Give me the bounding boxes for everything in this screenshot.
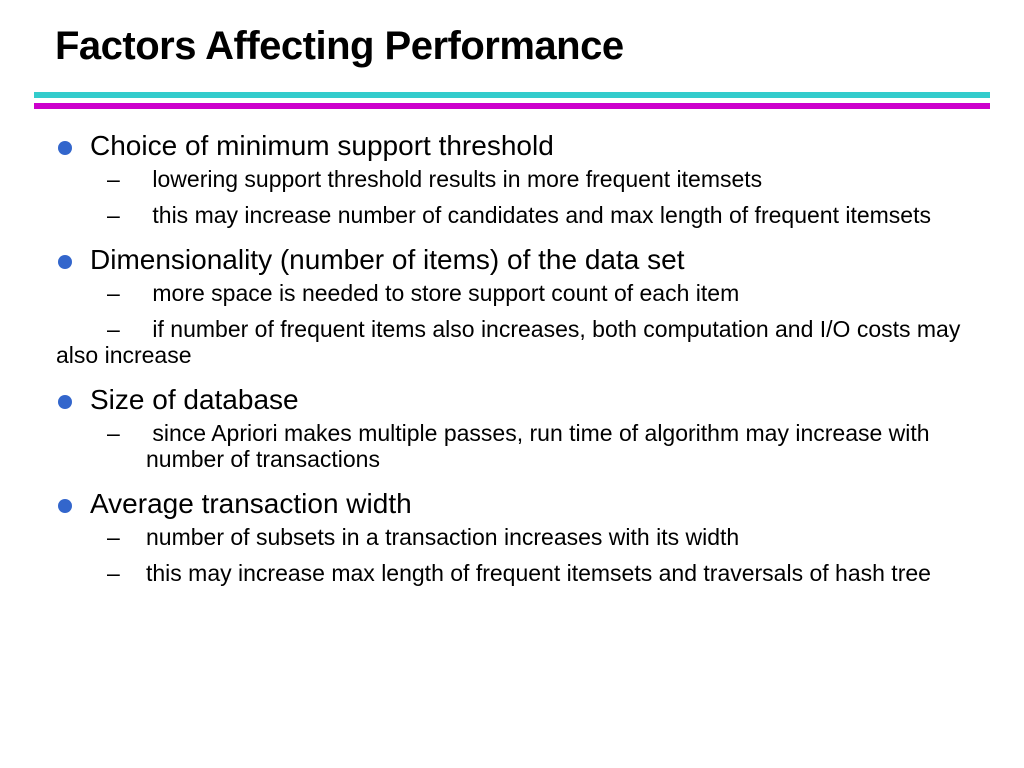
bullet-line xyxy=(56,126,986,166)
sub-bullet-text: lowering support threshold results in more frequent itemsets xyxy=(146,166,763,192)
sub-bullet-text: this may increase number of candidates and max length of frequent itemsets xyxy=(146,202,931,228)
sub-bullet xyxy=(56,202,986,228)
bullet-dot-icon xyxy=(58,141,72,155)
sub-bullet-text: number of subsets in a transaction increases with its width xyxy=(146,524,740,550)
bullet-item xyxy=(56,484,986,586)
sub-bullet-text: if number of frequent items also increases, both computation and I/O costs may also increase xyxy=(56,316,967,368)
sub-bullet-text: more space is needed to store support count of each item xyxy=(146,280,740,306)
bullet-item xyxy=(56,126,986,228)
sub-bullet xyxy=(56,166,986,192)
bullet-dot-icon xyxy=(58,255,72,269)
sub-bullet xyxy=(56,280,986,306)
sub-bullet xyxy=(56,560,986,586)
dash-icon: – xyxy=(107,316,120,342)
dash-icon: – xyxy=(107,560,120,586)
dash-icon: – xyxy=(107,420,120,446)
sub-bullet xyxy=(56,420,986,472)
bullet-line xyxy=(56,380,986,420)
bullet-item xyxy=(56,380,986,472)
bullet-dot-icon xyxy=(58,499,72,513)
bullet-text: Size of database xyxy=(90,384,299,415)
title-rule-magenta xyxy=(34,103,990,109)
bullet-text: Dimensionality (number of items) of the data set xyxy=(90,244,685,275)
bullet-dot-icon xyxy=(58,395,72,409)
sub-bullet xyxy=(56,316,986,368)
bullet-line xyxy=(56,484,986,524)
dash-icon: – xyxy=(107,524,120,550)
bullet-text: Choice of minimum support threshold xyxy=(90,130,554,161)
sub-bullet-text: since Apriori makes multiple passes, run time of algorithm may increase with number of transactions xyxy=(146,420,936,472)
sub-bullet-text: this may increase max length of frequent itemsets and traversals of hash tree xyxy=(146,560,931,586)
bullet-text: Average transaction width xyxy=(90,488,412,519)
dash-icon: – xyxy=(107,280,120,306)
bullet-list xyxy=(56,126,986,596)
bullet-item xyxy=(56,240,986,368)
sub-bullet xyxy=(56,524,986,550)
slide-title: Factors Affecting Performance xyxy=(55,24,624,68)
dash-icon: – xyxy=(107,166,120,192)
bullet-line xyxy=(56,240,986,280)
dash-icon: – xyxy=(107,202,120,228)
